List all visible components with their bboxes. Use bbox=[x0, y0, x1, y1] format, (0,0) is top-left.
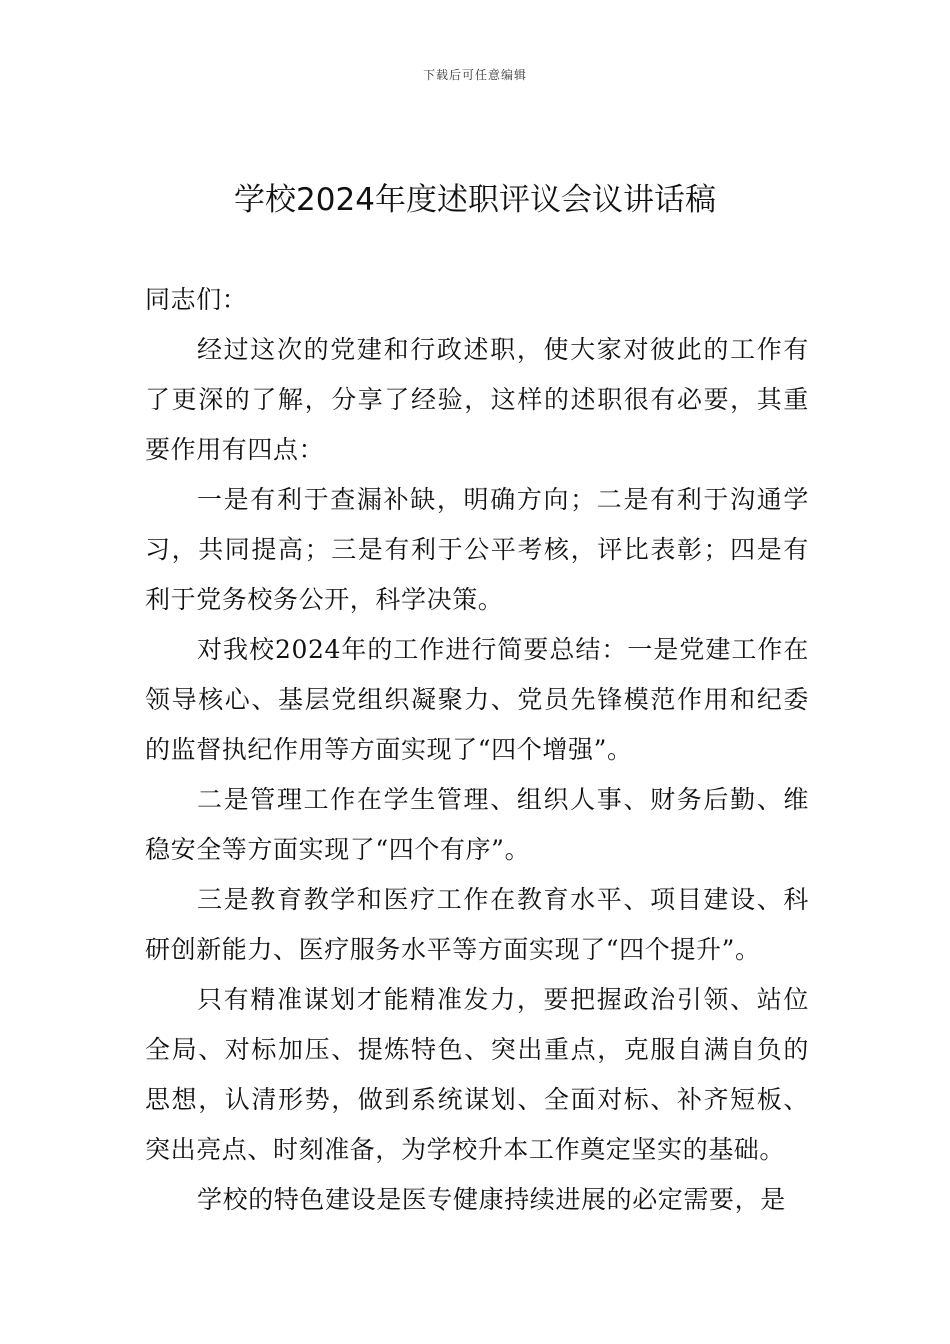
header-note: 下载后可任意编辑 bbox=[422, 68, 527, 82]
document-body bbox=[145, 275, 809, 1225]
paragraph-2: 一是有利于查漏补缺，明确方向；二是有利于沟通学习，共同提高；三是有利于公平考核，评比表彰；四是有利于党务校务公开，科学决策。 bbox=[145, 485, 809, 614]
document-title: 学校2024年度述职评议会议讲话稿 bbox=[234, 182, 716, 218]
paragraph-7: 学校的特色建设是医专健康持续进展的必定需要，是 bbox=[197, 1185, 786, 1214]
paragraph-3: 对我校2024年的工作进行简要总结：一是党建工作在领导核心、基层党组织凝聚力、党员先锋模范作用和纪委的监督执纪作用等方面实现了“四个增强”。 bbox=[145, 635, 809, 764]
greeting: 同志们： bbox=[145, 285, 248, 314]
paragraph-6: 只有精准谋划才能精准发力，要把握政治引领、站位全局、对标加压、提炼特色、突出重点，克服自满自负的思想，认清形势，做到系统谋划、全面对标、补齐短板、突出亮点、时刻准备，为学校升本工作奠定坚实的基础。 bbox=[145, 985, 809, 1164]
paragraph-4: 二是管理工作在学生管理、组织人事、财务后勤、维稳安全等方面实现了“四个有序”。 bbox=[145, 785, 809, 864]
paragraph-5: 三是教育教学和医疗工作在教育水平、项目建设、科研创新能力、医疗服务水平等方面实现了“四个提升”。 bbox=[145, 885, 809, 964]
paragraph-1: 经过这次的党建和行政述职，使大家对彼此的工作有了更深的了解，分享了经验，这样的述职很有必要，其重要作用有四点： bbox=[145, 335, 809, 464]
